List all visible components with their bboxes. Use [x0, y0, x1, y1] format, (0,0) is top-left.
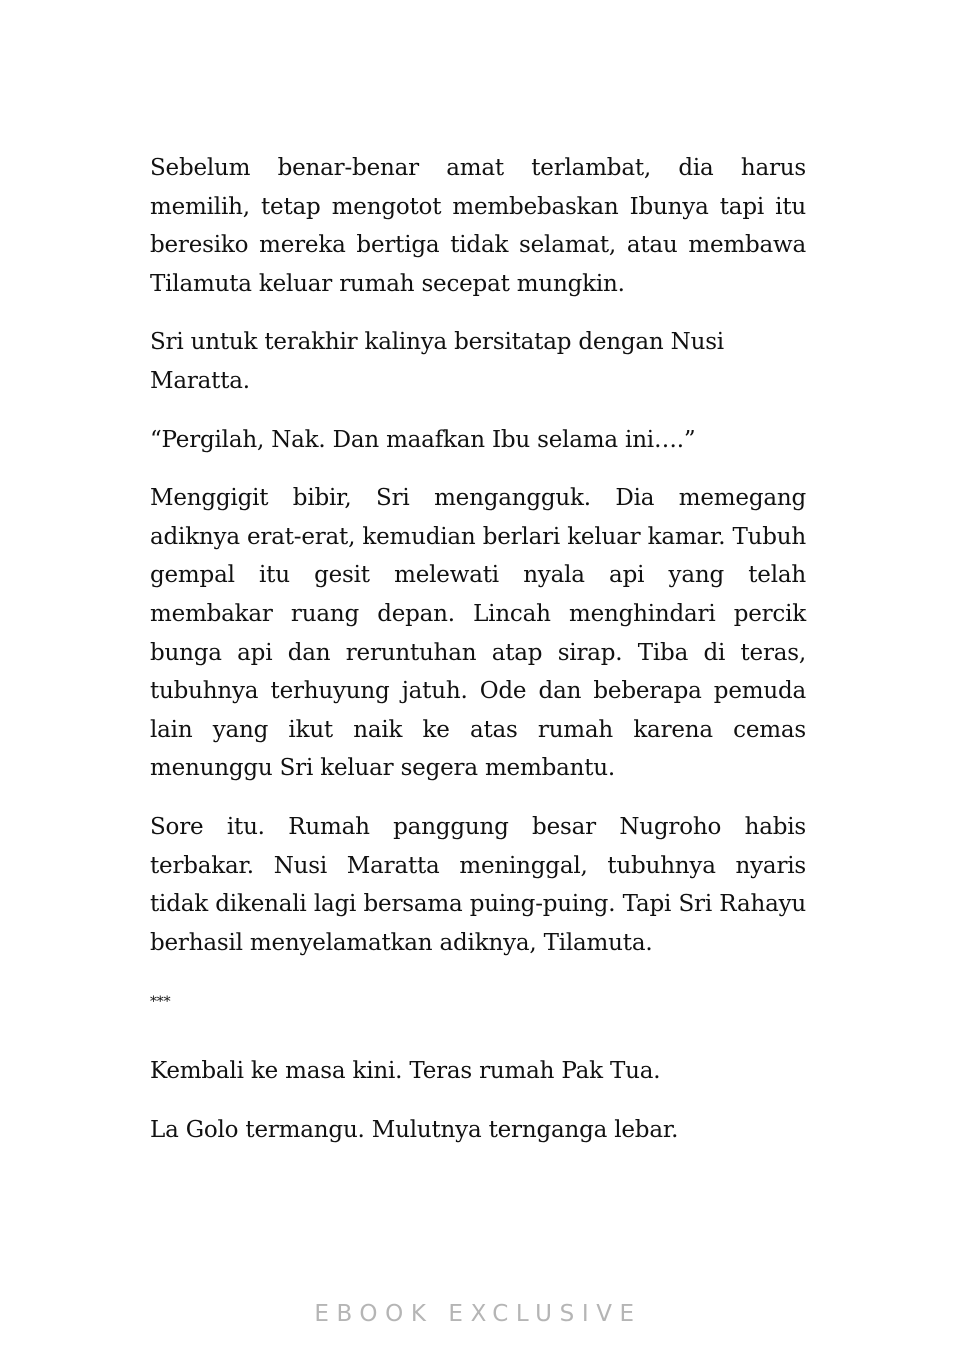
- paragraph-escape-choice: Sebelum benar-benar amat terlambat, dia harus memilih, tetap mengotot membebaskan Ibunya tapi itu beresiko mereka bertiga tidak selamat, atau membawa Tilamuta keluar rumah secepat mungkin.: [150, 155, 806, 297]
- body-text: [150, 149, 806, 1169]
- footer-watermark: EBOOK EXCLUSIVE: [314, 1301, 642, 1327]
- paragraph-escape: Menggigit bibir, Sri mengangguk. Dia memegang adiknya erat-erat, kemudian berlari keluar kamar. Tubuh gempal itu gesit melewati nyala api yang telah membakar ruang depan. Lincah menghindari percik bunga api dan reruntuhan atap sirap. Tiba di teras, tubuhnya terhuyung jatuh. Ode dan beberapa pemuda lain yang ikut naik ke atas rumah karena cemas menunggu Sri keluar segera membantu.: [150, 485, 806, 782]
- paragraph-la-golo: La Golo termangu. Mulutnya ternganga lebar.: [150, 1116, 679, 1143]
- paragraph-mother-dialogue: “Pergilah, Nak. Dan maafkan Ibu selama ini….”: [150, 426, 696, 453]
- scene-separator: ***: [150, 994, 171, 1011]
- paragraph-present-time: Kembali ke masa kini. Teras rumah Pak Tua.: [150, 1058, 661, 1085]
- paragraph-last-glance: Sri untuk terakhir kalinya bersitatap dengan Nusi Maratta.: [150, 329, 724, 394]
- paragraph-aftermath: Sore itu. Rumah panggung besar Nugroho habis terbakar. Nusi Maratta meninggal, tubuhnya nyaris tidak dikenali lagi bersama puing-puing. Tapi Sri Rahayu berhasil menyelamatkan adiknya, Tilamuta.: [150, 813, 806, 956]
